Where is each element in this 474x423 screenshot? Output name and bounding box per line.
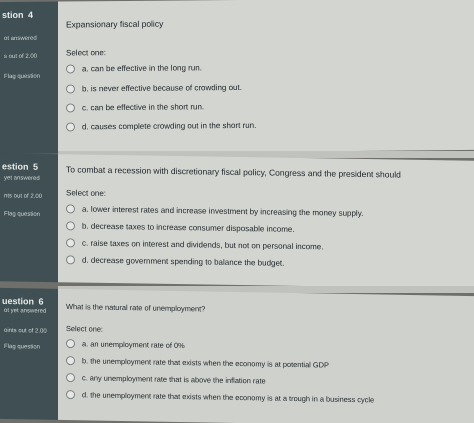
option-5d[interactable] <box>66 255 284 267</box>
question-text: To combat a recession with discretionary fiscal policy, Congress and the president should <box>66 164 401 180</box>
radio-button[interactable] <box>66 339 75 348</box>
option-label: c. raise taxes on interest and dividends, but not on personal income. <box>82 238 324 252</box>
radio-button[interactable] <box>66 122 75 131</box>
radio-button[interactable] <box>66 221 75 230</box>
question-6-content <box>58 289 474 423</box>
radio-button[interactable] <box>66 84 75 93</box>
question-6-number <box>2 296 44 307</box>
option-label: b. the unemployment rate that exists when the economy is at potential GDP <box>82 356 329 370</box>
flag-question-label: Flag question <box>4 211 41 218</box>
radio-button[interactable] <box>66 373 75 382</box>
option-label: a. can be effective in the long run. <box>82 63 202 74</box>
question-label: estion <box>2 161 29 172</box>
question-5-number <box>2 161 38 172</box>
option-6a[interactable] <box>66 339 185 350</box>
option-5b[interactable] <box>66 221 295 234</box>
flag-question-link[interactable] <box>4 344 40 351</box>
option-4d[interactable] <box>66 121 256 132</box>
option-label: a. lower interest rates and increase investment by increasing the money supply. <box>82 204 364 218</box>
radio-button[interactable] <box>66 390 75 399</box>
flag-question-label: Flag question <box>4 73 41 81</box>
option-label: d. causes complete crowding out in the short run. <box>82 120 257 132</box>
flag-question-link[interactable] <box>4 74 40 80</box>
question-4-content <box>58 0 474 154</box>
question-text: What is the natural rate of unemployment? <box>66 302 206 314</box>
question-status: yet answered <box>4 175 40 182</box>
question-number: 4 <box>28 9 34 20</box>
flag-question-label: Flag question <box>4 343 41 351</box>
question-status: ot yet answered <box>4 307 47 315</box>
option-label: c. any unemployment rate that is above the inflation rate <box>82 373 266 386</box>
question-status: ot answered <box>4 35 37 43</box>
question-marks: s out of 2.00 <box>4 53 38 61</box>
question-label: uestion <box>2 295 35 307</box>
radio-button[interactable] <box>66 64 75 73</box>
option-label: b. decrease taxes to increase consumer disposable income. <box>82 221 295 234</box>
radio-button[interactable] <box>66 255 75 264</box>
option-5a[interactable] <box>66 204 363 218</box>
option-label: d. decrease government spending to balance the budget. <box>82 255 285 268</box>
option-6d[interactable] <box>66 390 374 404</box>
question-marks: nts out of 2.00 <box>4 193 43 200</box>
option-4b[interactable] <box>66 83 242 94</box>
question-marks: oints out of 2.00 <box>4 327 47 335</box>
option-4a[interactable] <box>66 63 202 73</box>
select-one-label: Select one: <box>66 48 107 58</box>
option-label: d. the unemployment rate that exists when the economy is at a trough in a business cycle <box>82 390 375 405</box>
option-6b[interactable] <box>66 356 329 370</box>
question-number: 5 <box>33 161 39 172</box>
radio-button[interactable] <box>66 238 75 247</box>
question-text: Expansionary fiscal policy <box>66 18 164 30</box>
option-label: c. can be effective in the short run. <box>82 102 205 113</box>
question-6-block <box>0 288 474 423</box>
question-4-info <box>0 2 58 155</box>
option-6c[interactable] <box>66 373 266 385</box>
question-5-info <box>0 153 58 282</box>
question-4-number <box>2 10 33 20</box>
select-one-label: Select one: <box>66 324 103 334</box>
radio-button[interactable] <box>66 204 75 213</box>
question-number: 6 <box>38 296 44 307</box>
option-4c[interactable] <box>66 102 204 112</box>
radio-button[interactable] <box>66 103 75 112</box>
question-label: stion <box>2 9 24 21</box>
select-one-label: Select one: <box>66 188 107 198</box>
radio-button[interactable] <box>66 356 75 365</box>
option-label: b. is never effective because of crowding out. <box>82 82 242 94</box>
flag-question-link[interactable] <box>4 211 40 218</box>
question-5-content <box>58 154 474 289</box>
option-5c[interactable] <box>66 238 323 251</box>
option-label: a. an unemployment rate of 0% <box>82 339 185 351</box>
question-4-block <box>0 0 474 154</box>
question-5-block <box>0 153 474 288</box>
question-6-info <box>0 288 58 420</box>
